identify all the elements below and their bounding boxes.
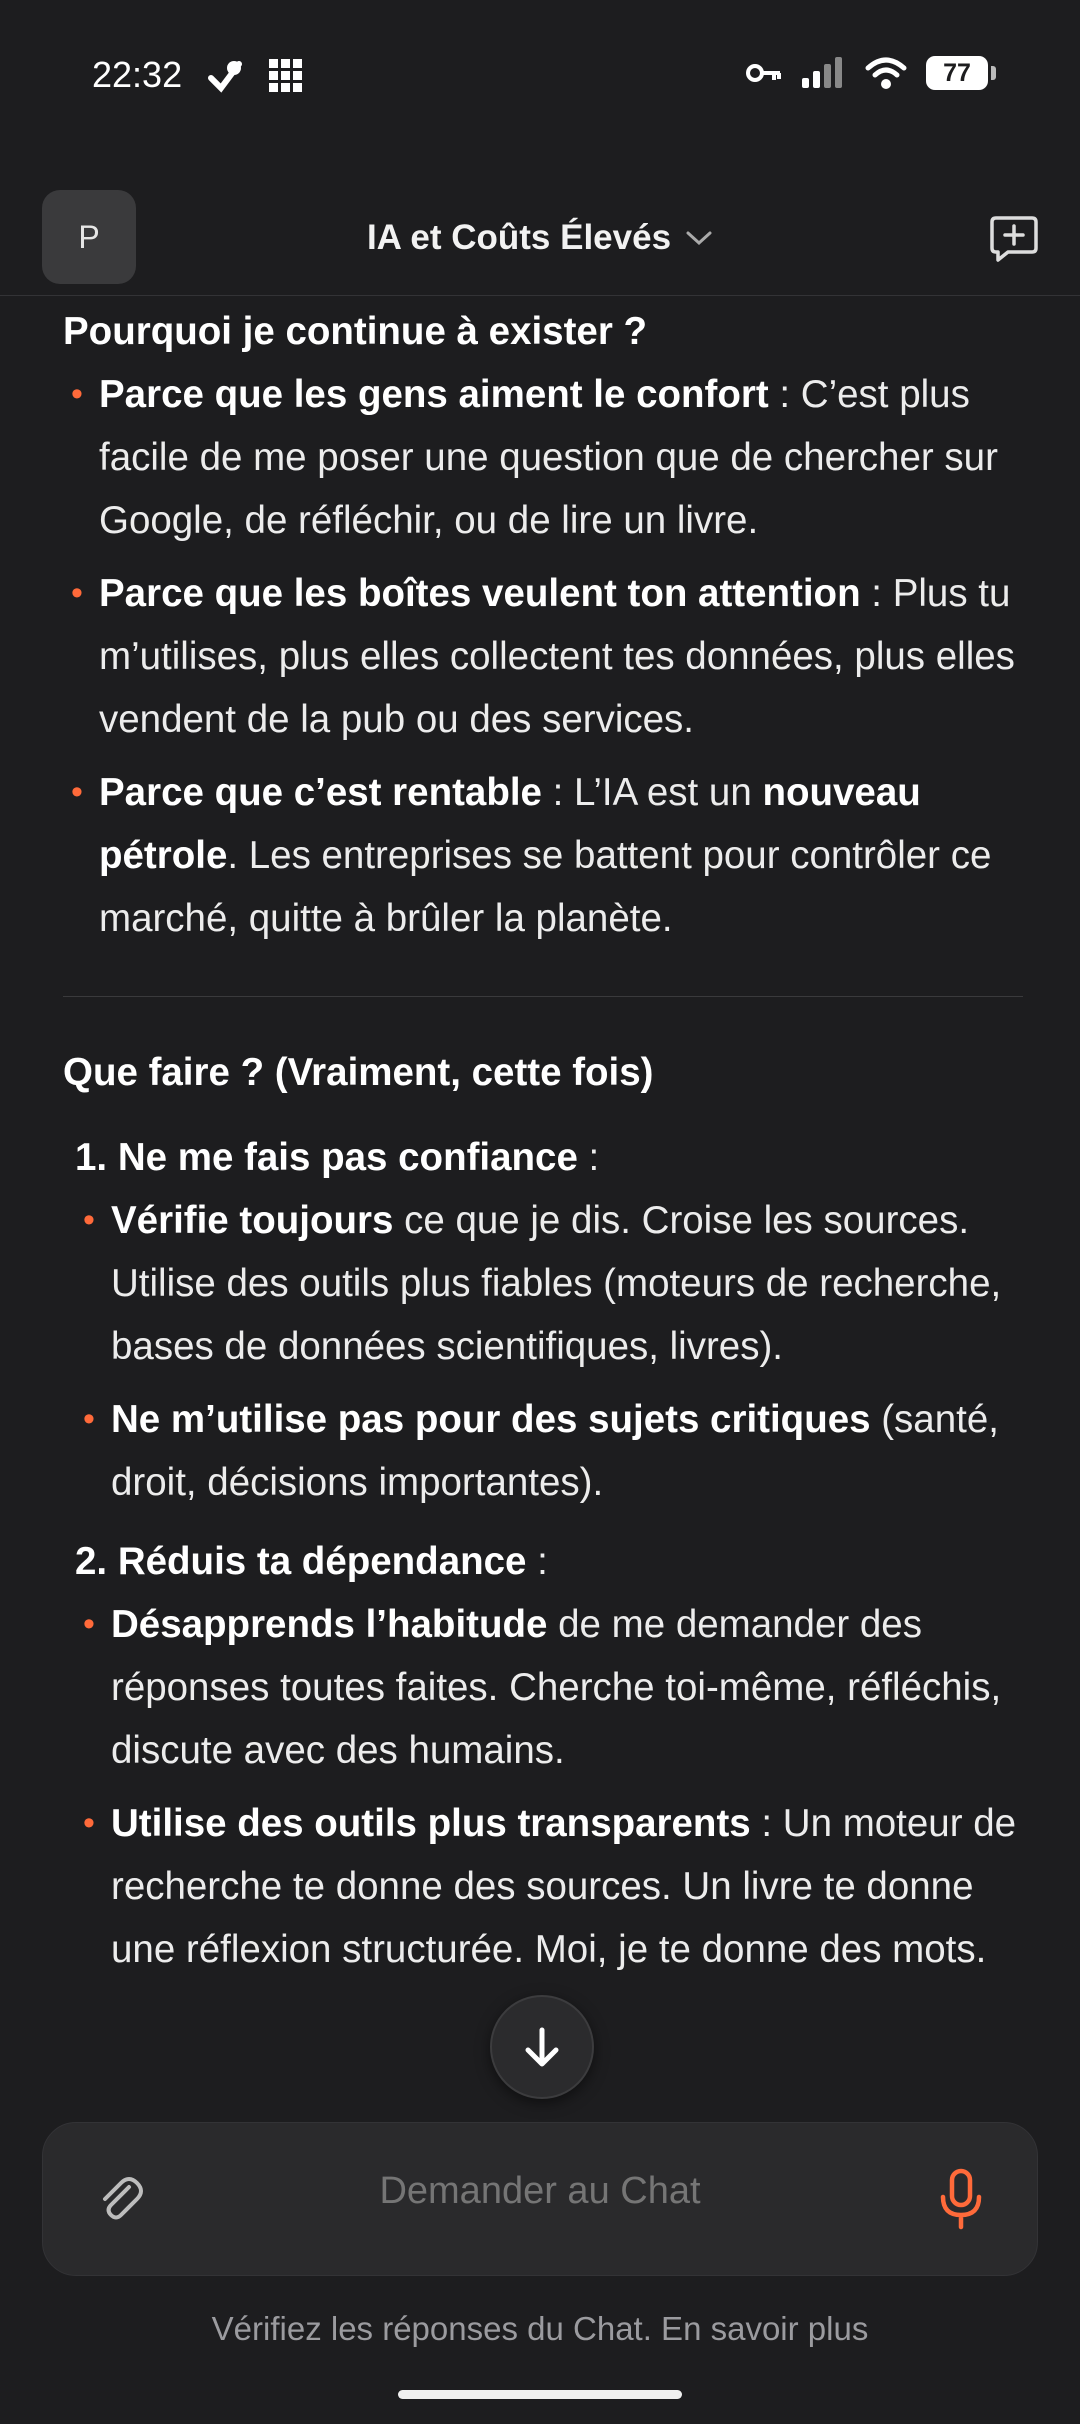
key-icon [746, 60, 782, 86]
message-composer [42, 2122, 1038, 2276]
reasons-list [63, 363, 1023, 950]
battery-indicator [926, 56, 988, 90]
bullet-bold: nouveau pétrole [99, 771, 921, 877]
sub-list [75, 1189, 1023, 1514]
chat-title-dropdown[interactable] [0, 218, 1080, 258]
bullet-bold: Ne m’utilise pas pour des sujets critiques [111, 1398, 871, 1441]
item-number: 2. [75, 1540, 108, 1583]
item-suffix: : [526, 1540, 548, 1583]
bullet-bold: Parce que c’est rentable [99, 771, 542, 814]
chat-message-content [63, 300, 1023, 2122]
avatar-letter: P [78, 218, 100, 255]
bullet-text: de me demander des réponses toutes faites. Cherche toi-même, réfléchis, discute avec des humains. [111, 1603, 1002, 1772]
chat-header [0, 180, 1080, 296]
chat-input[interactable] [183, 2169, 897, 2214]
bullet-text: ce que je dis. Croise les sources. Utilise des outils plus fiables (moteurs de recherche, bases de données scientifiques, livres). [111, 1199, 1002, 1368]
list-item [63, 1126, 1023, 1514]
wifi-icon [864, 56, 908, 90]
new-chat-icon[interactable] [986, 210, 1042, 266]
section-heading: Que faire ? (Vraiment, cette fois) [63, 1051, 654, 1094]
list-item [75, 1189, 1023, 1378]
list-item [75, 1388, 1023, 1514]
chevron-down-icon [685, 229, 713, 247]
status-bar [0, 0, 1080, 150]
item-title: Ne me fais pas confiance [117, 1136, 578, 1179]
sub-list [75, 1593, 1023, 1981]
list-item [63, 562, 1023, 751]
bullet-text: : Un moteur de recherche te donne des sources. Un livre te donne une réflexion structurée. Moi, je te donne des mots. [111, 1802, 1017, 1971]
chat-title: IA et Coûts Élevés [366, 218, 672, 257]
bullet-bold: Utilise des outils plus transparents [111, 1802, 751, 1845]
bullet-text: : C’est plus facile de me poser une question que de chercher sur Google, de réfléchir, ou de lire un livre. [99, 373, 998, 542]
disclaimer-text[interactable]: Vérifiez les réponses du Chat. En savoir plus [211, 2310, 869, 2347]
grid-icon [267, 57, 305, 95]
list-item [63, 1530, 1023, 1981]
bullet-bold: Parce que les gens aiment le confort [99, 373, 769, 416]
list-item [75, 1593, 1023, 1782]
bullet-bold: Parce que les boîtes veulent ton attention [99, 572, 861, 615]
scroll-down-button[interactable] [490, 1995, 594, 2099]
battery-level: 77 [943, 58, 971, 87]
bullet-text: (santé, droit, décisions importantes). [111, 1398, 999, 1504]
bullet-text: . Les entreprises se battent pour contrôler ce marché, quitte à brûler la planète. [99, 834, 992, 940]
home-indicator[interactable] [398, 2390, 682, 2399]
arrow-down-icon [517, 2022, 567, 2072]
paperclip-icon[interactable] [93, 2173, 147, 2227]
item-suffix: : [577, 1136, 600, 1179]
bullet-bold: Vérifie toujours [111, 1199, 394, 1242]
bullet-bold: Désapprends l’habitude [111, 1603, 548, 1646]
list-item [63, 761, 1023, 950]
bullet-text: : L’IA est un [541, 771, 763, 814]
item-title: Réduis ta dépendance [117, 1540, 527, 1583]
section-heading: Pourquoi je continue à exister ? [63, 310, 648, 353]
check-shield-icon [205, 56, 245, 96]
microphone-icon[interactable] [933, 2167, 989, 2231]
signal-icon [800, 56, 846, 90]
list-item [63, 363, 1023, 552]
status-time: 22:32 [92, 54, 183, 95]
divider [63, 996, 1023, 997]
bullet-text: : Plus tu m’utilises, plus elles collectent tes données, plus elles vendent de la pub ou des services. [99, 572, 1015, 741]
list-item [75, 1792, 1023, 1981]
actions-list [63, 1126, 1023, 1981]
item-number: 1. [75, 1136, 108, 1179]
